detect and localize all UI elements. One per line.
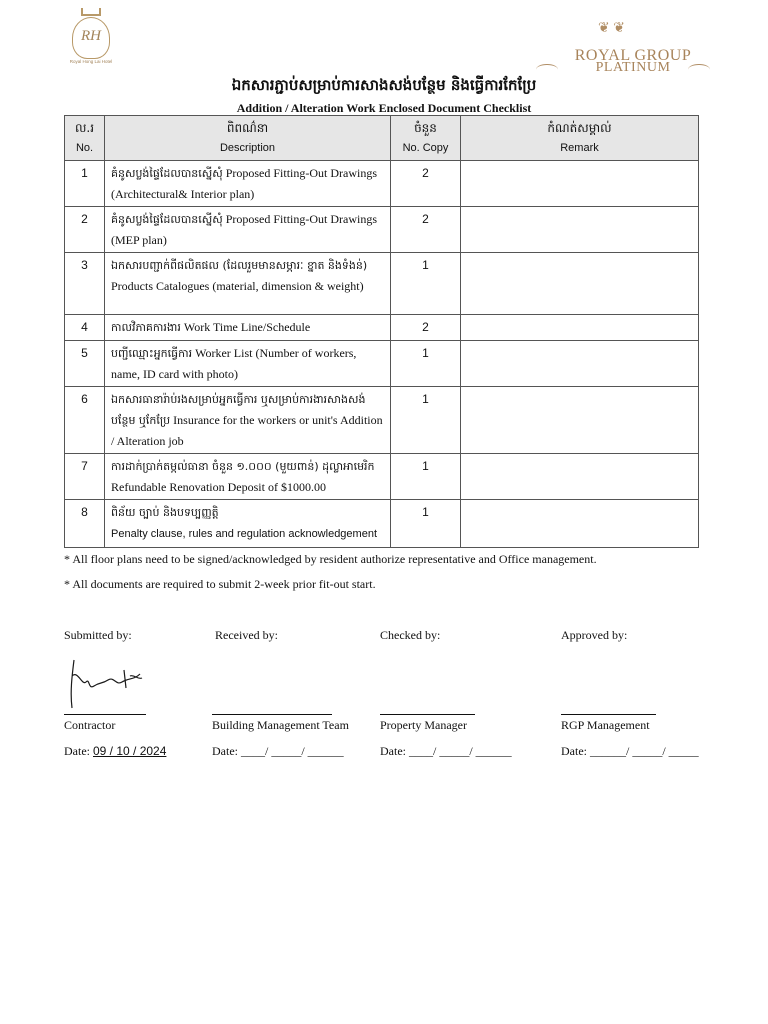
royal-hong-lai-logo <box>62 8 120 65</box>
date-label: Date: <box>380 744 406 758</box>
row-number: 8 <box>65 500 105 548</box>
table-header-row <box>65 116 699 161</box>
contractor-signature-line <box>64 714 146 715</box>
header-no: ល.រ No. <box>65 116 105 161</box>
row-description: គំនូសប្លង់ផ្ទៃដែលបានស្នើសុំ Proposed Fitting-Out Drawings (MEP plan) <box>105 207 391 253</box>
table-row <box>65 253 699 315</box>
date-label: Date: <box>64 744 90 758</box>
row-description: ពិន័យ ច្បាប់ និងបទប្បញ្ញត្តិ Penalty clause, rules and regulation acknowledgement <box>105 500 391 548</box>
row-number: 7 <box>65 454 105 500</box>
note-submission-deadline: * All documents are required to submit 2-week prior fit-out start. <box>64 577 376 591</box>
row-description: បញ្ជីឈ្មោះអ្នកធ្វើការ Worker List (Number of workers, name, ID card with photo) <box>105 341 391 387</box>
table-row <box>65 207 699 253</box>
rgp-signature-line <box>561 714 656 715</box>
building-signature-line <box>212 714 332 715</box>
row-number: 2 <box>65 207 105 253</box>
row-remark <box>461 500 699 548</box>
rgp-date-blank: ______/ _____/ _____ <box>590 744 699 758</box>
header-remark: កំណត់សម្គាល់ Remark <box>461 116 699 161</box>
header-copy: ចំនួន No. Copy <box>391 116 461 161</box>
property-signature-line <box>380 714 475 715</box>
row-remark <box>461 253 699 315</box>
logo-line1: ROYAL GROUP <box>574 47 692 64</box>
crown-icon <box>81 8 101 16</box>
building-team-label: Building Management Team <box>212 718 349 732</box>
row-copy: 2 <box>391 207 461 253</box>
row-remark <box>461 315 699 341</box>
row-remark <box>461 387 699 454</box>
row-copy: 2 <box>391 315 461 341</box>
row-copy: 1 <box>391 454 461 500</box>
row-copy: 2 <box>391 161 461 207</box>
submitted-by-label: Submitted by: <box>64 628 132 642</box>
row-remark <box>461 454 699 500</box>
title-english: Addition / Alteration Work Enclosed Document Checklist <box>236 101 532 115</box>
table-row <box>65 500 699 548</box>
ornament-icon: ❦ ❦ <box>598 21 625 36</box>
monogram-icon: RH <box>72 17 110 59</box>
table-row <box>65 161 699 207</box>
received-by-label: Received by: <box>215 628 278 642</box>
date-label: Date: <box>561 744 587 758</box>
row-remark <box>461 207 699 253</box>
row-number: 1 <box>65 161 105 207</box>
date-label: Date: <box>212 744 238 758</box>
note-floor-plans: * All floor plans need to be signed/acknowledged by resident authorize representative and Office management. <box>64 552 597 566</box>
row-description: ឯកសារបញ្ជាក់ពីផលិតផល (ដែលរួមមានសម្ភារៈ ខ្នាត និងទំងន់) Products Catalogues (material, dimension & weight) <box>105 253 391 315</box>
row-number: 4 <box>65 315 105 341</box>
row-number: 5 <box>65 341 105 387</box>
approved-by-label: Approved by: <box>561 628 628 642</box>
checked-by-label: Checked by: <box>380 628 441 642</box>
table-row <box>65 341 699 387</box>
contractor-label: Contractor <box>64 718 116 732</box>
row-description: គំនូសប្លង់ផ្ទៃដែលបានស្នើសុំ Proposed Fitting-Out Drawings (Architectural& Interior plan) <box>105 161 391 207</box>
row-copy: 1 <box>391 387 461 454</box>
row-copy: 1 <box>391 341 461 387</box>
row-description: ការដាក់ប្រាក់តម្កល់ធានា ចំនួន ១.០០០ (មួយពាន់) ដុល្លាអាមេរិក Refundable Renovation Deposit of $1000.00 <box>105 454 391 500</box>
contractor-signature <box>64 656 146 712</box>
row-description: កាលវិភាគការងារ Work Time Line/Schedule <box>105 315 391 341</box>
contractor-date <box>64 744 166 759</box>
title-khmer: ឯកសារភ្ជាប់សម្រាប់ការសាងសង់បន្ថែម និងធ្វើការកែប្រែ <box>231 76 537 94</box>
table-row <box>65 454 699 500</box>
swirl-right-icon <box>688 64 710 75</box>
property-date <box>380 744 512 759</box>
swirl-left-icon <box>536 64 558 75</box>
table-row <box>65 315 699 341</box>
building-date <box>212 744 344 759</box>
row-remark <box>461 341 699 387</box>
header-description: ពិពណ៌នា Description <box>105 116 391 161</box>
table-row <box>65 387 699 454</box>
row-description: ឯកសារធានារ៉ាប់រងសម្រាប់អ្នកធ្វើការ ឬសម្រាប់ការងារសាងសង់បន្ថែម ឬកែប្រែ Insurance for the workers or unit's Addition / Alteration job <box>105 387 391 454</box>
row-number: 6 <box>65 387 105 454</box>
checklist-table <box>64 115 699 548</box>
row-copy: 1 <box>391 500 461 548</box>
logo-line2: PLATINUM <box>595 60 671 75</box>
row-copy: 1 <box>391 253 461 315</box>
building-date-blank: ____/ _____/ ______ <box>241 744 344 758</box>
row-number: 3 <box>65 253 105 315</box>
contractor-date-value: 09 / 10 / 2024 <box>93 744 167 758</box>
row-remark <box>461 161 699 207</box>
property-manager-label: Property Manager <box>380 718 467 732</box>
rgp-date <box>561 744 699 759</box>
property-date-blank: ____/ _____/ ______ <box>409 744 512 758</box>
left-logo-caption: Royal Hong Lai Hotel <box>69 59 113 64</box>
rgp-management-label: RGP Management <box>561 718 650 732</box>
royal-group-platinum-logo <box>534 20 710 80</box>
